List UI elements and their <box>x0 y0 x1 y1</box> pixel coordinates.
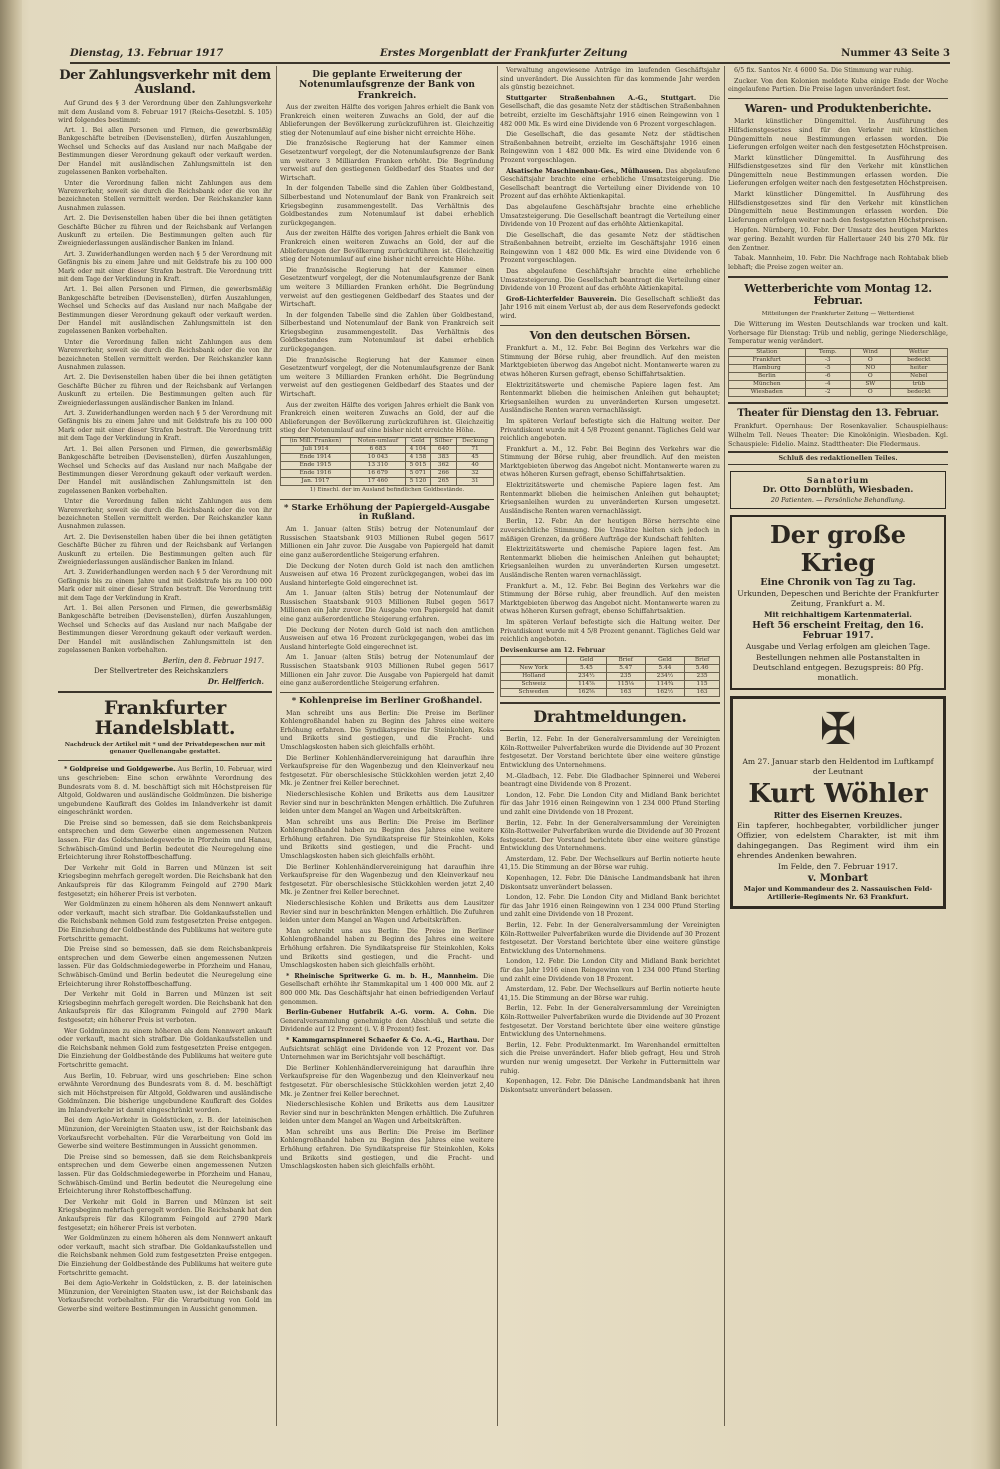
article-paragraph: Berlin, 12. Febr. In der Generalversammlung der Vereinigten Köln-Rottweiler Pulverfabriken wurde die Dividende auf 30 Prozent festgesetzt. Der Vorstand berichtete über eine weitere günstige Entwicklung des Unternehmens. <box>500 735 720 769</box>
table-cell: Schweden <box>501 689 567 697</box>
table-cell: -5 <box>805 364 851 372</box>
article-paragraph: Markt künstlicher Düngemittel. In Ausführung des Hilfsdienstgesetzes sind für den Verkehr mit künstlichen Düngemitteln neue Bestimmungen erlassen worden. Die Lieferungen erfolgen weiter nach den festgesetzten Höchstpreisen. <box>728 190 948 224</box>
table-row <box>729 364 948 372</box>
article-paragraph: London, 12. Febr. Die London City and Midland Bank berichtet für das Jahr 1916 einen Reingewinn von 1 234 000 Pfund Sterling und zahlt eine Dividende von 18 Prozent. <box>500 893 720 919</box>
article-paragraph: Elektrizitätswerte und chemische Papiere lagen fest. Am Rentenmarkt blieben die heimischen Anleihen gut behauptet; Kriegsanleihen wurden zu unveränderten Kursen umgesetzt. Ausländische Renten waren vernachlässigt. <box>500 545 720 580</box>
article-paragraph: Art. 3. Zuwiderhandlungen werden nach § 5 der Verordnung mit Gefängnis bis zu einem Jahre und mit Geldstrafe bis zu 100 000 Mark oder mit einer dieser Strafen bestraft. Die Verordnung tritt mit dem Tage der Verkündung in Kraft. <box>58 250 272 283</box>
article-paragraph: Das abgelaufene Geschäftsjahr brachte eine erhebliche Umsatzsteigerung. Die Gesellschaft beantragt die Verteilung einer Dividende von 10 Prozent auf das erhöhte Aktienkapital. <box>500 267 720 293</box>
iron-cross-icon: ✠ <box>819 703 857 755</box>
table-cell: trüb <box>890 380 947 388</box>
article-paragraph: Frankfurt a. M., 12. Febr. Bei Beginn des Verkehrs war die Stimmung der Börse ruhig, aber freundlich. Auf den meisten Marktgebieten überwog das Angebot nicht. Montanwerte waren zu etwas höheren Kursen gefragt, ebenso Schiffahrtsaktien. <box>500 444 720 479</box>
article-paragraph: Amsterdam, 12. Febr. Der Wechselkurs auf Berlin notierte heute 41,15. Die Stimmung an der Börse war ruhig. <box>500 854 720 872</box>
article-paragraph: Frankfurt. Opernhaus: Der Rosenkavalier. Schauspielhaus: Wilhelm Tell. Neues Theater: Die Kinokönigin. Wiesbaden. Kgl. Schauspiele: Fidelio. Mainz. Stadttheater: Die Fledermaus. <box>728 422 948 448</box>
table-cell: Jan. 1917 <box>281 478 351 486</box>
table-header-row <box>501 657 720 665</box>
article-paragraph: Art. 2. Die Devisenstellen haben über die bei ihnen getätigten Geschäfte Bücher zu führen und der Reichsbank auf Verlangen Auskunft zu erteilen. Die Bestimmungen gelten auch für Zweigniederlassungen ausländischer Banken im Inland. <box>58 215 272 248</box>
article-paragraph: Art. 1. Bei allen Personen und Firmen, die gewerbsmäßig Bankgeschäfte betreiben (Devisenstellen), dürfen Auszahlungen, Wechsel und Schecks auf das Ausland nur nach Maßgabe der Bestimmungen dieser Verordnung gekauft oder verkauft werden. Der Handel mit ausländischen Zahlungsmitteln ist den zugelassenen Banken vorbehalten. <box>58 127 272 177</box>
table-note: 1) Einschl. der im Ausland befindlichen Goldbestände. <box>309 487 465 493</box>
article-paragraph: Man schreibt uns aus Berlin: Die Preise im Berliner Kohlengroßhandel haben zu Beginn des Jahres eine weitere Erhöhung erfahren. Die Syndikatspreise für Steinkohlen, Koks und Briketts sind gestiegen, und die Fracht- und Umschlagskosten haben sich gleichfalls erhöht. <box>280 1127 494 1171</box>
death-notice-signer-title: Major und Kommandeur des 2. Nassauischen Feld-Artillerie-Regiments Nr. 63 Frankfurt. <box>743 884 933 901</box>
article-paragraph: Die Gesellschaft, die das gesamte Netz der städtischen Straßenbahnen betreibt, erzielte im Geschäftsjahr 1916 einen Reingewinn von 1 482 000 Mk. Es wird eine Dividende von 6 Prozent vorgeschlagen. <box>500 230 720 265</box>
table-cell: SW <box>851 380 891 388</box>
table-cell: 114¾ <box>645 681 684 689</box>
binding-edge <box>0 0 22 1469</box>
table-cell: 114⅞ <box>567 681 606 689</box>
article-text: Aus Berlin, 10. Februar, wird uns geschrieben: Eine schon erwähnte Verordnung des Bundesrats vom 8. d. M. beschäftigt sich mit Höchstpreisen für Altgold, Goldwaren und ausländische Goldmünzen. Die bisherige ungebundene Kaufkraft des Goldes im Inlandverkehr ist damit eingeschränkt worden. <box>58 765 272 817</box>
table-header-cell: Noten-umlauf <box>350 438 405 446</box>
table-cell: 31 <box>457 478 494 486</box>
section-rule <box>728 276 948 278</box>
table-cell: 115 <box>685 681 720 689</box>
table-cell: bedeckt <box>890 388 947 396</box>
table-header-cell: Geld <box>645 657 684 665</box>
article-paragraph: Die Preise sind so bemessen, daß sie dem Reichsbankpreis entsprechen und dem Gewerbe einen angemessenen Nutzen lassen. Für das Goldschmiedegewerbe in Pforzheim und Hanau, Schwäbisch-Gmünd und Berlin bedeutet die Neuregelung eine Erleichterung ihrer Rohstoffbeschaffung. <box>58 818 272 862</box>
firm-text: Die Gesellschaft erhöhte ihr Stammkapital um 1 400 000 Mk. auf 2 800 000 Mk. Das Geschäftsjahr hat einen befriedigenden Verlauf genommen. <box>280 971 494 1006</box>
table-cell: Berlin <box>729 372 806 380</box>
table-header-row <box>729 348 948 356</box>
article-paragraph: Art. 3. Zuwiderhandlungen werden nach § 5 der Verordnung mit Gefängnis bis zu einem Jahre und mit Geldstrafe bis zu 100 000 Mark oder mit einer dieser Strafen bestraft. Die Verordnung tritt mit dem Tage der Verkündung in Kraft. <box>58 410 272 443</box>
ad-der-grosse-krieg <box>730 515 946 690</box>
table-row <box>281 462 494 470</box>
firm-name: * Kammgarnspinnerei Schaefer & Co. A.-G., Harthau. <box>286 1035 480 1044</box>
article-paragraph: 6/5 fix. Santos Nr. 4 6000 Sa. Die Stimmung war ruhig. <box>734 66 914 74</box>
ad-krieg-title: Der große Krieg <box>769 519 907 577</box>
table-cell: 235 <box>685 673 720 681</box>
ad-krieg-subtitle: Eine Chronik von Tag zu Tag. <box>760 576 916 588</box>
table-row <box>729 380 948 388</box>
date-line: Berlin, den 8. Februar 1917. <box>162 657 264 666</box>
article-paragraph: Die französische Regierung hat der Kammer einen Gesetzentwurf vorgelegt, der die Notenumlaufsgrenze der Bank um weitere 3 Milliarden Franken erhöht. Die Begründung verweist auf den gestiegenen Geldbedarf des Staates und der Wirtschaft. <box>280 355 494 399</box>
death-notice <box>730 696 946 909</box>
signer-name: Dr. Helfferich. <box>207 677 264 687</box>
article-paragraph <box>500 295 720 321</box>
table-cell: Juli 1914 <box>281 446 351 454</box>
table-cell: 163 <box>685 689 720 697</box>
column-1 <box>58 66 272 1426</box>
article-paragraph <box>500 94 720 128</box>
section-note: Nachdruck der Artikel mit * und der Privatdepeschen nur mit genauer Quellenangabe gestattet. <box>64 742 266 756</box>
article-paragraph: Die Preise sind so bemessen, daß sie dem Reichsbankpreis entsprechen und dem Gewerbe einen angemessenen Nutzen lassen. Für das Goldschmiedegewerbe in Pforzheim und Hanau, Schwäbisch-Gmünd und Berlin bedeutet die Neuregelung eine Erleichterung ihrer Rohstoffbeschaffung. <box>58 1152 272 1196</box>
article-paragraph: Art. 1. Bei allen Personen und Firmen, die gewerbsmäßig Bankgeschäfte betreiben (Devisenstellen), dürfen Auszahlungen, Wechsel und Schecks auf das Ausland nur nach Maßgabe der Bestimmungen dieser Verordnung gekauft oder verkauft werden. Der Handel mit ausländischen Zahlungsmitteln ist den zugelassenen Banken vorbehalten. <box>58 286 272 336</box>
table-cell: 265 <box>430 478 456 486</box>
article-paragraph: Die Deckung der Noten durch Gold ist nach den amtlichen Ausweisen auf etwa 16 Prozent zurückgegangen, wobei das im Ausland hinterlegte Gold eingerechnet ist. <box>280 625 494 651</box>
article-paragraph: Kopenhagen, 12. Febr. Die Dänische Landmandsbank hat ihren Diskontsatz unverändert belassen. <box>500 874 720 891</box>
page-edge <box>986 0 1000 1469</box>
table-row <box>501 681 720 689</box>
table-row <box>281 454 494 462</box>
section-rule <box>500 325 720 326</box>
headline-zahlungsverkehr: Der Zahlungsverkehr mit dem Ausland. <box>59 68 271 97</box>
section-title-waren: Waren- und Produktenberichte. <box>744 101 932 115</box>
firm-text: Die Gesellschaft schließt das Jahr 1916 mit einem Verlust ab, der aus dem Reservefonds gedeckt wird. <box>500 294 720 321</box>
end-of-editorial-note: Schluß des redaktionellen Teiles. <box>728 451 948 465</box>
table-header-cell: Station <box>729 348 806 356</box>
table-header-cell: Gold <box>405 438 430 446</box>
article-paragraph: Niederschlesische Kohlen und Briketts aus dem Lausitzer Revier sind nur in beschränkten Mengen erhältlich. Die Zufuhren leiden unter dem Mangel an Wagen und Arbeitskräften. <box>280 789 494 816</box>
article-paragraph: Art. 2. Die Devisenstellen haben über die bei ihnen getätigten Geschäfte Bücher zu führen und der Reichsbank auf Verlangen Auskunft zu erteilen. Die Bestimmungen gelten auch für Zweigniederlassungen ausländischer Banken im Inland. <box>58 374 272 407</box>
article-paragraph <box>58 765 272 817</box>
death-notice-intro: Am 27. Januar starb den Heldentod im Luftkampf der Leutnant <box>742 756 934 776</box>
article-paragraph: Die französische Regierung hat der Kammer einen Gesetzentwurf vorgelegt, der die Notenumlaufsgrenze der Bank um weitere 3 Milliarden Franken erhöht. Die Begründung verweist auf den gestiegenen Geldbedarf des Staates und der Wirtschaft. <box>280 265 494 309</box>
section-rule <box>58 691 272 693</box>
article-paragraph: Man schreibt uns aus Berlin: Die Preise im Berliner Kohlengroßhandel haben zu Beginn des Jahres eine weitere Erhöhung erfahren. Die Syndikatspreise für Steinkohlen, Koks und Briketts sind gestiegen, und die Fracht- und Umschlagskosten haben sich gleichfalls erhöht. <box>280 817 494 861</box>
table-cell: 5 071 <box>405 470 430 478</box>
table-cell: O <box>851 372 891 380</box>
article-paragraph: Aus der zweiten Hälfte des vorigen Jahres erhielt die Bank von Frankreich einen weiteren Zuwachs an Gold, der auf die Ablieferungen der Bevölkerung zurückzuführen ist. Gleichzeitig stieg der Notenumlauf auf eine bisher nicht erreichte Höhe. <box>280 103 494 137</box>
article-paragraph: In der folgenden Tabelle sind die Zahlen über Goldbestand, Silberbestand und Notenumlauf der Bank von Frankreich seit Kriegsbeginn zusammengestellt. Das Verhältnis des Goldbestandes zum Notenumlauf ist dabei erheblich zurückgegangen. <box>280 184 494 227</box>
ad-sanatorium <box>730 471 946 509</box>
table-cell: O <box>851 388 891 396</box>
table-cell: 5.46 <box>685 665 720 673</box>
table-cell: bedeckt <box>890 356 947 364</box>
article-paragraph <box>280 1008 494 1034</box>
table-cell: 115⅛ <box>606 681 645 689</box>
table-cell: 163 <box>606 689 645 697</box>
table-row <box>729 356 948 364</box>
article-paragraph: Berlin, 12. Febr. An der heutigen Börse herrschte eine zuversichtliche Stimmung. Die Umsätze hielten sich jedoch in mäßigen Grenzen, da größere Aufträge der Kundschaft fehlten. <box>500 517 720 543</box>
table-cell: -4 <box>805 380 851 388</box>
article-paragraph: Verwaltung angewiesene Anträge im laufenden Geschäftsjahr sind unverändert. Die Aussichten für das kommende Jahr werden als günstig bezeichnet. <box>500 66 720 92</box>
column-rule <box>724 66 725 1426</box>
death-notice-title: Ritter des Eisernen Kreuzes. <box>773 809 903 820</box>
article-paragraph: Markt künstlicher Düngemittel. In Ausführung des Hilfsdienstgesetzes sind für den Verkehr mit künstlichen Düngemitteln neue Bestimmungen erlassen worden. Die Lieferungen erfolgen weiter nach den festgesetzten Höchstpreisen. <box>728 117 948 152</box>
article-paragraph: Aus der zweiten Hälfte des vorigen Jahres erhielt die Bank von Frankreich einen weiteren Zuwachs an Gold, der auf die Ablieferungen der Bevölkerung zurückzuführen ist. Gleichzeitig stieg der Notenumlauf auf eine bisher nicht erreichte Höhe. <box>280 229 494 264</box>
table-cell: 5.44 <box>645 665 684 673</box>
death-notice-place: Im Felde, den 7. Februar 1917. <box>778 861 898 871</box>
article-paragraph: In der folgenden Tabelle sind die Zahlen über Goldbestand, Silberbestand und Notenumlauf der Bank von Frankreich seit Kriegsbeginn zusammengestellt. Das Verhältnis des Goldbestandes zum Notenumlauf ist dabei erheblich zurückgegangen. <box>280 310 494 354</box>
table-header-row <box>281 438 494 446</box>
article-paragraph: Markt künstlicher Düngemittel. In Ausführung des Hilfsdienstgesetzes sind für den Verkehr mit künstlichen Düngemitteln neue Bestimmungen erlassen worden. Die Lieferungen erfolgen weiter nach den festgesetzten Höchstpreisen. <box>728 153 948 188</box>
article-paragraph: Tabak. Mannheim, 10. Febr. Die Nachfrage nach Rohtabak blieb lebhaft; die Preise zogen weiter an. <box>728 254 948 271</box>
firm-name: Groß-Lichterfelder Bauverein. <box>506 294 617 303</box>
article-paragraph: Der Verkehr mit Gold in Barren und Münzen ist seit Kriegsbeginn mehrfach geregelt worden. Die Reichsbank hat den Ankaufspreis für das Kilogramm Feingold auf 2790 Mark festgesetzt; ein höherer Preis ist verboten. <box>58 1197 272 1232</box>
table-cell: 45 <box>457 454 494 462</box>
table-cell: 383 <box>430 454 456 462</box>
table-cell: 17 460 <box>350 478 405 486</box>
article-paragraph: Die Preise sind so bemessen, daß sie dem Reichsbankpreis entsprechen und dem Gewerbe einen angemessenen Nutzen lassen. Für das Goldschmiedegewerbe in Pforzheim und Hanau, Schwäbisch-Gmünd und Berlin bedeutet die Neuregelung eine Erleichterung ihrer Rohstoffbeschaffung. <box>58 945 272 988</box>
article-lead: * Goldpreise und Goldgewerbe. <box>64 765 176 774</box>
table-header-cell: Wetter <box>890 348 947 356</box>
section-title-handelsblatt: Frankfurter Handelsblatt. <box>94 697 236 740</box>
firm-name: Stuttgarter Straßenbahnen A.-G., Stuttgart. <box>506 93 697 102</box>
firm-name: * Rheinische Spritwerke G. m. b. H., Mannheim. <box>286 971 479 980</box>
table-row <box>729 372 948 380</box>
weather-table <box>728 348 948 397</box>
table-cell: 640 <box>430 446 456 454</box>
article-paragraph: Die Berliner Kohlenhändlervereinigung hat daraufhin ihre Verkaufspreise für den Wagenbezug und den Kleinverkauf neu festgesetzt. Für oberschlesische Stückkohlen werden jetzt 2,40 Mk. je Zentner frei Keller berechnet. <box>280 862 494 897</box>
section-rule <box>500 730 720 731</box>
article-paragraph: Frankfurt a. M., 12. Febr. Bei Beginn des Verkehrs war die Stimmung der Börse ruhig, aber freundlich. Auf den meisten Marktgebieten überwog das Angebot nicht. Montanwerte waren zu etwas höheren Kursen gefragt, ebenso Schiffahrtsaktien. <box>500 581 720 616</box>
firm-text: Die Generalversammlung genehmigte den Abschluß und setzte die Dividende auf 12 Prozent (i. V. 8 Prozent) fest. <box>280 1008 494 1034</box>
article-paragraph: Art. 3. Zuwiderhandlungen werden nach § 5 der Verordnung mit Gefängnis bis zu einem Jahre und mit Geldstrafe bis zu 100 000 Mark oder mit einer dieser Strafen bestraft. Die Verordnung tritt mit dem Tage der Verkündung in Kraft. <box>58 569 272 602</box>
table-header-cell: Brief <box>606 657 645 665</box>
table-cell: 234½ <box>645 673 684 681</box>
table-cell: New York <box>501 665 567 673</box>
signer-office: Der Stellvertreter des Reichskanzlers <box>94 667 228 676</box>
article-paragraph: Art. 2. Die Devisenstellen haben über die bei ihnen getätigten Geschäfte Bücher zu führen und der Reichsbank auf Verlangen Auskunft zu erteilen. Die Bestimmungen gelten auch für Zweigniederlassungen ausländischer Banken im Inland. <box>58 533 272 566</box>
firm-text: Der Aufsichtsrat schlägt eine Dividende von 12 Prozent vor. Das Unternehmen war im Berichtsjahr voll beschäftigt. <box>280 1035 494 1062</box>
ad-krieg-line: Urkunden, Depeschen und Berichte der Frankfurter Zeitung, Frankfurt a. M. <box>737 588 939 608</box>
article-paragraph: Am 1. Januar (alten Stils) betrug der Notenumlauf der Russischen Staatsbank 9103 Millionen Rubel gegen 5617 Millionen ein Jahr zuvor. Die Ausgabe von Papiergeld hat damit eine ganz außerordentliche Steigerung erfahren. <box>280 653 494 688</box>
ad-sanatorium-name: Dr. Otto Dornblüth, Wiesbaden. <box>762 484 914 495</box>
header-date: Dienstag, 13. Februar 1917 <box>70 48 224 59</box>
firm-text: Die Gesellschaft, die das gesamte Netz der städtischen Straßenbahnen betreibt, erzielte im Geschäftsjahr 1916 einen Reingewinn von 1 482 000 Mk. Es wird eine Dividende von 6 Prozent vorgeschlagen. <box>500 93 720 128</box>
headline-kohlenpreise: * Kohlenpreise im Berliner Großhandel. <box>291 695 483 706</box>
article-paragraph: Im späteren Verlauf befestigte sich die Haltung weiter. Der Privatdiskont wurde mit 4 5/8 Prozent genannt. Tägliches Geld war reichlich angeboten. <box>500 416 720 443</box>
death-notice-name: Kurt Wöhler <box>748 778 928 809</box>
table-header-cell <box>501 657 567 665</box>
table-cell: 6 683 <box>350 446 405 454</box>
column-2 <box>280 66 494 1426</box>
article-paragraph: Frankfurt a. M., 12. Febr. Bei Beginn des Verkehrs war die Stimmung der Börse ruhig, aber freundlich. Auf den meisten Marktgebieten überwog das Angebot nicht. Montanwerte waren zu etwas höheren Kursen gefragt, ebenso Schiffahrtsaktien. <box>500 344 720 378</box>
table-header-cell: Temp. <box>805 348 851 356</box>
table-cell: Wiesbaden <box>729 388 806 396</box>
article-paragraph: Der Verkehr mit Gold in Barren und Münzen ist seit Kriegsbeginn mehrfach geregelt worden. Die Reichsbank hat den Ankaufspreis für das Kilogramm Feingold auf 2790 Mark festgesetzt; ein höherer Preis ist verboten. <box>58 990 272 1024</box>
article-paragraph <box>280 972 494 1006</box>
table-cell: 10 043 <box>350 454 405 462</box>
article-paragraph: Wer Goldmünzen zu einem höheren als dem Nennwert ankauft oder verkauft, macht sich strafbar. Die Goldankaufsstellen und die Reichsbank nehmen Gold zum festgesetzten Preise entgegen. Die Einziehung der Goldbestände des Publikums hat weitere gute Fortschritte gemacht. <box>58 900 272 943</box>
section-title-boersen: Von den deutschen Börsen. <box>529 328 691 342</box>
table-cell: 162⅝ <box>567 689 606 697</box>
section-rule <box>58 760 272 761</box>
table-cell: 5 015 <box>405 462 430 470</box>
article-paragraph: Unter die Verordnung fallen nicht Zahlungen aus dem Warenverkehr, soweit sie durch die Reichsbank oder die von ihr bezeichneten Stellen vermittelt werden. Der Reichskanzler kann Ausnahmen zulassen. <box>58 338 272 372</box>
table-cell: O <box>851 356 891 364</box>
ad-krieg-line: Heft 56 erscheint Freitag, den 16. Februar 1917. <box>752 620 924 641</box>
table-row <box>281 478 494 486</box>
table-header-cell: Wind <box>851 348 891 356</box>
article-paragraph: Die Berliner Kohlenhändlervereinigung hat daraufhin ihre Verkaufspreise für den Wagenbezug und den Kleinverkauf neu festgesetzt. Für oberschlesische Stückkohlen werden jetzt 2,40 Mk. je Zentner frei Keller berechnet. <box>280 1063 494 1098</box>
article-paragraph: Das abgelaufene Geschäftsjahr brachte eine erhebliche Umsatzsteigerung. Die Gesellschaft beantragt die Verteilung einer Dividende von 10 Prozent auf das erhöhte Aktienkapital. <box>500 202 720 229</box>
article-paragraph: Unter die Verordnung fallen nicht Zahlungen aus dem Warenverkehr, soweit sie durch die Reichsbank oder die von ihr bezeichneten Stellen vermittelt werden. Der Reichskanzler kann Ausnahmen zulassen. <box>58 498 272 531</box>
article-paragraph: Berlin, 12. Febr. In der Generalversammlung der Vereinigten Köln-Rottweiler Pulverfabriken wurde die Dividende auf 30 Prozent festgesetzt. Der Vorstand berichtete über eine weitere günstige Entwicklung des Unternehmens. <box>500 1004 720 1039</box>
article-paragraph: Man schreibt uns aus Berlin: Die Preise im Berliner Kohlengroßhandel haben zu Beginn des Jahres eine weitere Erhöhung erfahren. Die Syndikatspreise für Steinkohlen, Koks und Briketts sind gestiegen, und die Fracht- und Umschlagskosten haben sich gleichfalls erhöht. <box>280 708 494 751</box>
article-paragraph: Niederschlesische Kohlen und Briketts aus dem Lausitzer Revier sind nur in beschränkten Mengen erhältlich. Die Zufuhren leiden unter dem Mangel an Wagen und Arbeitskräften. <box>280 899 494 925</box>
table-cell: 40 <box>457 462 494 470</box>
article-paragraph: Zucker. Von den Kolonien meldete Kuba einige Ende der Woche eingelaufene Partien. Die Preise lagen unverändert fest. <box>728 76 948 94</box>
table-row <box>281 446 494 454</box>
article-paragraph: Amsterdam, 12. Febr. Der Wechselkurs auf Berlin notierte heute 41,15. Die Stimmung an der Börse war ruhig. <box>500 985 720 1002</box>
article-paragraph <box>500 167 720 201</box>
article-paragraph: Elektrizitätswerte und chemische Papiere lagen fest. Am Rentenmarkt blieben die heimischen Anleihen gut behauptet; Kriegsanleihen wurden zu unveränderten Kursen umgesetzt. Ausländische Renten waren vernachlässigt. <box>500 380 720 415</box>
article-paragraph: Die französische Regierung hat der Kammer einen Gesetzentwurf vorgelegt, der die Notenumlaufsgrenze der Bank um weitere 3 Milliarden Franken erhöht. Die Begründung verweist auf den gestiegenen Geldbedarf des Staates und der Wirtschaft. <box>280 139 494 182</box>
article-paragraph: Unter die Verordnung fallen nicht Zahlungen aus dem Warenverkehr, soweit sie durch die Reichsbank oder die von ihr bezeichneten Stellen vermittelt werden. Der Reichskanzler kann Ausnahmen zulassen. <box>58 179 272 212</box>
article-paragraph: Hopfen. Nürnberg, 10. Febr. Der Umsatz des heutigen Marktes war gering. Bezahlt wurden für Hallertauer 240 bis 270 Mk. für den Zentner. <box>728 226 948 252</box>
table-cell: 13 310 <box>350 462 405 470</box>
table-row <box>501 689 720 697</box>
article-paragraph <box>280 1036 494 1062</box>
table-cell: -3 <box>805 356 851 364</box>
column-rule <box>497 66 498 1426</box>
table-cell: 266 <box>430 470 456 478</box>
table-header-cell: (in Mill. Franken) <box>281 438 351 446</box>
table-cell: heiter <box>890 364 947 372</box>
article-paragraph: Die Gesellschaft, die das gesamte Netz der städtischen Straßenbahnen betreibt, erzielte im Geschäftsjahr 1916 einen Reingewinn von 1 482 000 Mk. Es wird eine Dividende von 6 Prozent vorgeschlagen. <box>500 130 720 164</box>
article-paragraph: Aus Berlin, 10. Februar, wird uns geschrieben: Eine schon erwähnte Verordnung des Bundesrats vom 8. d. M. beschäftigt sich mit Höchstpreisen für Altgold, Goldwaren und ausländische Goldmünzen. Die bisherige ungebundene Kaufkraft des Goldes im Inlandverkehr ist damit eingeschränkt worden. <box>58 1071 272 1114</box>
table-cell: Holland <box>501 673 567 681</box>
table-cell: Ende 1916 <box>281 470 351 478</box>
table-cell: Hamburg <box>729 364 806 372</box>
table-cell: NO <box>851 364 891 372</box>
article-rule <box>280 692 494 693</box>
table-row <box>501 665 720 673</box>
table-cell: 234½ <box>567 673 606 681</box>
ad-krieg-line: Bestellungen nehmen alle Postanstalten in Deutschland entgegen. Bezugspreis: 80 Pfg. monatlich. <box>752 652 924 682</box>
table-header-cell: Silber <box>430 438 456 446</box>
wetter-title: Wetterberichte vom Montag 12. Februar. <box>744 282 932 307</box>
article-paragraph: Am 1. Januar (alten Stils) betrug der Notenumlauf der Russischen Staatsbank 9103 Millionen Rubel gegen 5617 Millionen ein Jahr zuvor. Die Ausgabe von Papiergeld hat damit eine ganz außerordentliche Steigerung erfahren. <box>280 525 494 559</box>
headline-papiergeld: * Starke Erhöhung der Papiergeld-Ausgabe in Rußland. <box>284 502 490 523</box>
article-paragraph: Auf Grund des § 3 der Verordnung über den Zahlungsverkehr mit dem Ausland vom 8. Februar 1917 (Reichs-Gesetzbl. S. 105) wird folgendes bestimmt: <box>58 99 272 125</box>
table-cell: München <box>729 380 806 388</box>
table-cell: 5.45 <box>567 665 606 673</box>
firm-name: Alsatische Maschinenbau-Ges., Mülhausen. <box>506 166 663 175</box>
article-paragraph: Wer Goldmünzen zu einem höheren als dem Nennwert ankauft oder verkauft, macht sich strafbar. Die Goldankaufsstellen und die Reichsbank nehmen Gold zum festgesetzten Preise entgegen. Die Einziehung der Goldbestände des Publikums hat weitere gute Fortschritte gemacht. <box>58 1026 272 1069</box>
header-rule <box>70 62 950 64</box>
table-cell: 362 <box>430 462 456 470</box>
section-title-drahtmeldungen: Drahtmeldungen. <box>533 707 687 727</box>
table-cell: Ende 1915 <box>281 462 351 470</box>
table-cell: 235 <box>606 673 645 681</box>
article-paragraph: London, 12. Febr. Die London City and Midland Bank berichtet für das Jahr 1916 einen Reingewinn von 1 234 000 Pfund Sterling und zahlt eine Dividende von 18 Prozent. <box>500 957 720 983</box>
article-paragraph: Berlin, 12. Febr. Produktenmarkt. Im Warenhandel ermittelten sich die Preise unverändert. Hafer blieb gefragt, Heu und Stroh wurden nur wenig umgesetzt. Der Verkehr in Futtermitteln war ruhig. <box>500 1040 720 1075</box>
table-header-cell: Brief <box>685 657 720 665</box>
ad-sanatorium-detail: 20 Patienten. — Persönliche Behandlung. <box>770 495 906 504</box>
death-notice-text: Ein tapferer, hochbegabter, vorbildlicher junger Offizier, von edelstem Charakter, ist mit ihm dahingegangen. Das Regiment wird ihm ein ehrendes Andenken bewahren. <box>737 820 939 860</box>
firm-name: Berlin-Gubener Hutfabrik A.-G. vorm. A. Cohn. <box>286 1008 477 1017</box>
firm-text: Das abgelaufene Geschäftsjahr brachte eine erhebliche Umsatzsteigerung. Die Gesellschaft beantragt die Verteilung einer Dividende von 10 Prozent auf das erhöhte Aktienkapital. <box>500 166 720 201</box>
banknote-table <box>280 437 494 486</box>
table-cell: 5 120 <box>405 478 430 486</box>
table-cell: Frankfurt <box>729 356 806 364</box>
devisen-label: Devisenkurse am 12. Februar <box>500 645 606 654</box>
article-paragraph: London, 12. Febr. Die London City and Midland Bank berichtet für das Jahr 1916 einen Reingewinn von 1 234 000 Pfund Sterling und zahlt eine Dividende von 18 Prozent. <box>500 790 720 816</box>
column-rule <box>276 66 277 1426</box>
article-paragraph: Die Berliner Kohlenhändlervereinigung hat daraufhin ihre Verkaufspreise für den Wagenbezug und den Kleinverkauf neu festgesetzt. Für oberschlesische Stückkohlen werden jetzt 2,40 Mk. je Zentner frei Keller berechnet. <box>280 753 494 788</box>
table-cell: 71 <box>457 446 494 454</box>
article-paragraph: Elektrizitätswerte und chemische Papiere lagen fest. Am Rentenmarkt blieben die heimischen Anleihen gut behauptet; Kriegsanleihen wurden zu unveränderten Kursen umgesetzt. Ausländische Renten waren vernachlässigt. <box>500 481 720 515</box>
table-cell: 162½ <box>645 689 684 697</box>
ad-krieg-line: Mit reichhaltigem Kartenmaterial. <box>764 609 912 619</box>
section-rule <box>728 402 948 404</box>
article-paragraph: Art. 1. Bei allen Personen und Firmen, die gewerbsmäßig Bankgeschäfte betreiben (Devisenstellen), dürfen Auszahlungen, Wechsel und Schecks auf das Ausland nur nach Maßgabe der Bestimmungen dieser Verordnung gekauft oder verkauft werden. Der Handel mit ausländischen Zahlungsmitteln ist den zugelassenen Banken vorbehalten. <box>58 605 272 655</box>
table-row <box>729 388 948 396</box>
article-paragraph: Bei dem Agio-Verkehr in Goldstücken, z. B. der lateinischen Münzunion, der Vereinigten Staaten usw., ist der Reichsbank das Vorkaufsrecht vorbehalten. Für die Verarbeitung von Gold im Gewerbe sind weitere Bestimmungen in Aussicht genommen. <box>58 1279 272 1313</box>
column-3 <box>500 66 720 1426</box>
article-paragraph: Art. 1. Bei allen Personen und Firmen, die gewerbsmäßig Bankgeschäfte betreiben (Devisenstellen), dürfen Auszahlungen, Wechsel und Schecks auf das Ausland nur nach Maßgabe der Bestimmungen dieser Verordnung gekauft oder verkauft werden. Der Handel mit ausländischen Zahlungsmitteln ist den zugelassenen Banken vorbehalten. <box>58 445 272 495</box>
table-row <box>501 673 720 681</box>
article-paragraph: Kopenhagen, 12. Febr. Die Dänische Landmandsbank hat ihren Diskontsatz unverändert belassen. <box>500 1077 720 1094</box>
article-paragraph: Niederschlesische Kohlen und Briketts aus dem Lausitzer Revier sind nur in beschränkten Mengen erhältlich. Die Zufuhren leiden unter dem Mangel an Wagen und Arbeitskräften. <box>280 1100 494 1126</box>
table-header-cell: Deckung <box>457 438 494 446</box>
header-paper-title: Erstes Morgenblatt der Frankfurter Zeitung <box>380 48 628 59</box>
article-paragraph: Berlin, 12. Febr. In der Generalversammlung der Vereinigten Köln-Rottweiler Pulverfabriken wurde die Dividende auf 30 Prozent festgesetzt. Der Vorstand berichtete über eine weitere günstige Entwicklung des Unternehmens. <box>500 818 720 853</box>
table-cell: -2 <box>805 388 851 396</box>
headline-notenumlauf: Die geplante Erweiterung der Notenumlaufsgrenze der Bank von Frankreich. <box>299 70 475 101</box>
ad-sanatorium-title: Sanatorium <box>806 474 870 485</box>
article-paragraph: Der Verkehr mit Gold in Barren und Münzen ist seit Kriegsbeginn mehrfach geregelt worden. Die Reichsbank hat den Ankaufspreis für das Kilogramm Feingold auf 2790 Mark festgesetzt; ein höherer Preis ist verboten. <box>58 863 272 898</box>
table-cell: Nebel <box>890 372 947 380</box>
article-paragraph: M.-Gladbach, 12. Febr. Die Gladbacher Spinnerei und Weberei beantragt eine Dividende von 8 Prozent. <box>500 771 720 789</box>
article-paragraph: Man schreibt uns aus Berlin: Die Preise im Berliner Kohlengroßhandel haben zu Beginn des Jahres eine weitere Erhöhung erfahren. Die Syndikatspreise für Steinkohlen, Koks und Briketts sind gestiegen, und die Fracht- und Umschlagskosten haben sich gleichfalls erhöht. <box>280 926 494 970</box>
death-notice-signer: v. Monbart <box>807 872 869 884</box>
section-rule <box>500 702 720 704</box>
table-cell: 16 679 <box>350 470 405 478</box>
header-page-number: Nummer 43 Seite 3 <box>841 48 950 59</box>
column-4 <box>728 66 948 1426</box>
article-paragraph: Wer Goldmünzen zu einem höheren als dem Nennwert ankauft oder verkauft, macht sich strafbar. Die Goldankaufsstellen und die Reichsbank nehmen Gold zum festgesetzten Preise entgegen. Die Einziehung der Goldbestände des Publikums hat weitere gute Fortschritte gemacht. <box>58 1234 272 1277</box>
article-rule <box>280 499 494 500</box>
wetter-subtitle: Mitteilungen der Frankfurter Zeitung — Wetterdienst <box>761 310 915 317</box>
table-cell: 4 104 <box>405 446 430 454</box>
table-cell: 5.47 <box>606 665 645 673</box>
ad-krieg-line: Ausgabe und Verlag erfolgen am gleichen Tage. <box>745 641 931 651</box>
article-paragraph: Im späteren Verlauf befestigte sich die Haltung weiter. Der Privatdiskont wurde mit 4 5/8 Prozent genannt. Tägliches Geld war reichlich angeboten. <box>500 617 720 644</box>
devisen-table <box>500 656 720 697</box>
article-paragraph: Berlin, 12. Febr. In der Generalversammlung der Vereinigten Köln-Rottweiler Pulverfabriken wurde die Dividende auf 30 Prozent festgesetzt. Der Vorstand berichtete über eine weitere günstige Entwicklung des Unternehmens. <box>500 921 720 955</box>
table-cell: -6 <box>805 372 851 380</box>
table-header-cell: Geld <box>567 657 606 665</box>
article-paragraph: Am 1. Januar (alten Stils) betrug der Notenumlauf der Russischen Staatsbank 9103 Millionen Rubel gegen 5617 Millionen ein Jahr zuvor. Die Ausgabe von Papiergeld hat damit eine ganz außerordentliche Steigerung erfahren. <box>280 589 494 624</box>
article-paragraph: Aus der zweiten Hälfte des vorigen Jahres erhielt die Bank von Frankreich einen weiteren Zuwachs an Gold, der auf die Ablieferungen der Bevölkerung zurückzuführen ist. Gleichzeitig stieg der Notenumlauf auf eine bisher nicht erreichte Höhe. <box>280 400 494 435</box>
table-cell: Schweiz <box>501 681 567 689</box>
article-paragraph: Die Witterung im Westen Deutschlands war trocken und kalt. Vorhersage für Dienstag: Trüb und neblig, geringe Niederschläge, Temperatur wenig verändert. <box>728 320 948 346</box>
article-paragraph: Bei dem Agio-Verkehr in Goldstücken, z. B. der lateinischen Münzunion, der Vereinigten Staaten usw., ist der Reichsbank das Vorkaufsrecht vorbehalten. Für die Verarbeitung von Gold im Gewerbe sind weitere Bestimmungen in Aussicht genommen. <box>58 1116 272 1151</box>
table-cell: Ende 1914 <box>281 454 351 462</box>
table-row <box>281 470 494 478</box>
table-cell: 32 <box>457 470 494 478</box>
article-paragraph: Die Deckung der Noten durch Gold ist nach den amtlichen Ausweisen auf etwa 16 Prozent zurückgegangen, wobei das im Ausland hinterlegte Gold eingerechnet ist. <box>280 561 494 587</box>
section-rule <box>728 98 948 99</box>
table-cell: 4 158 <box>405 454 430 462</box>
theater-title: Theater für Dienstag den 13. Februar. <box>737 407 939 419</box>
